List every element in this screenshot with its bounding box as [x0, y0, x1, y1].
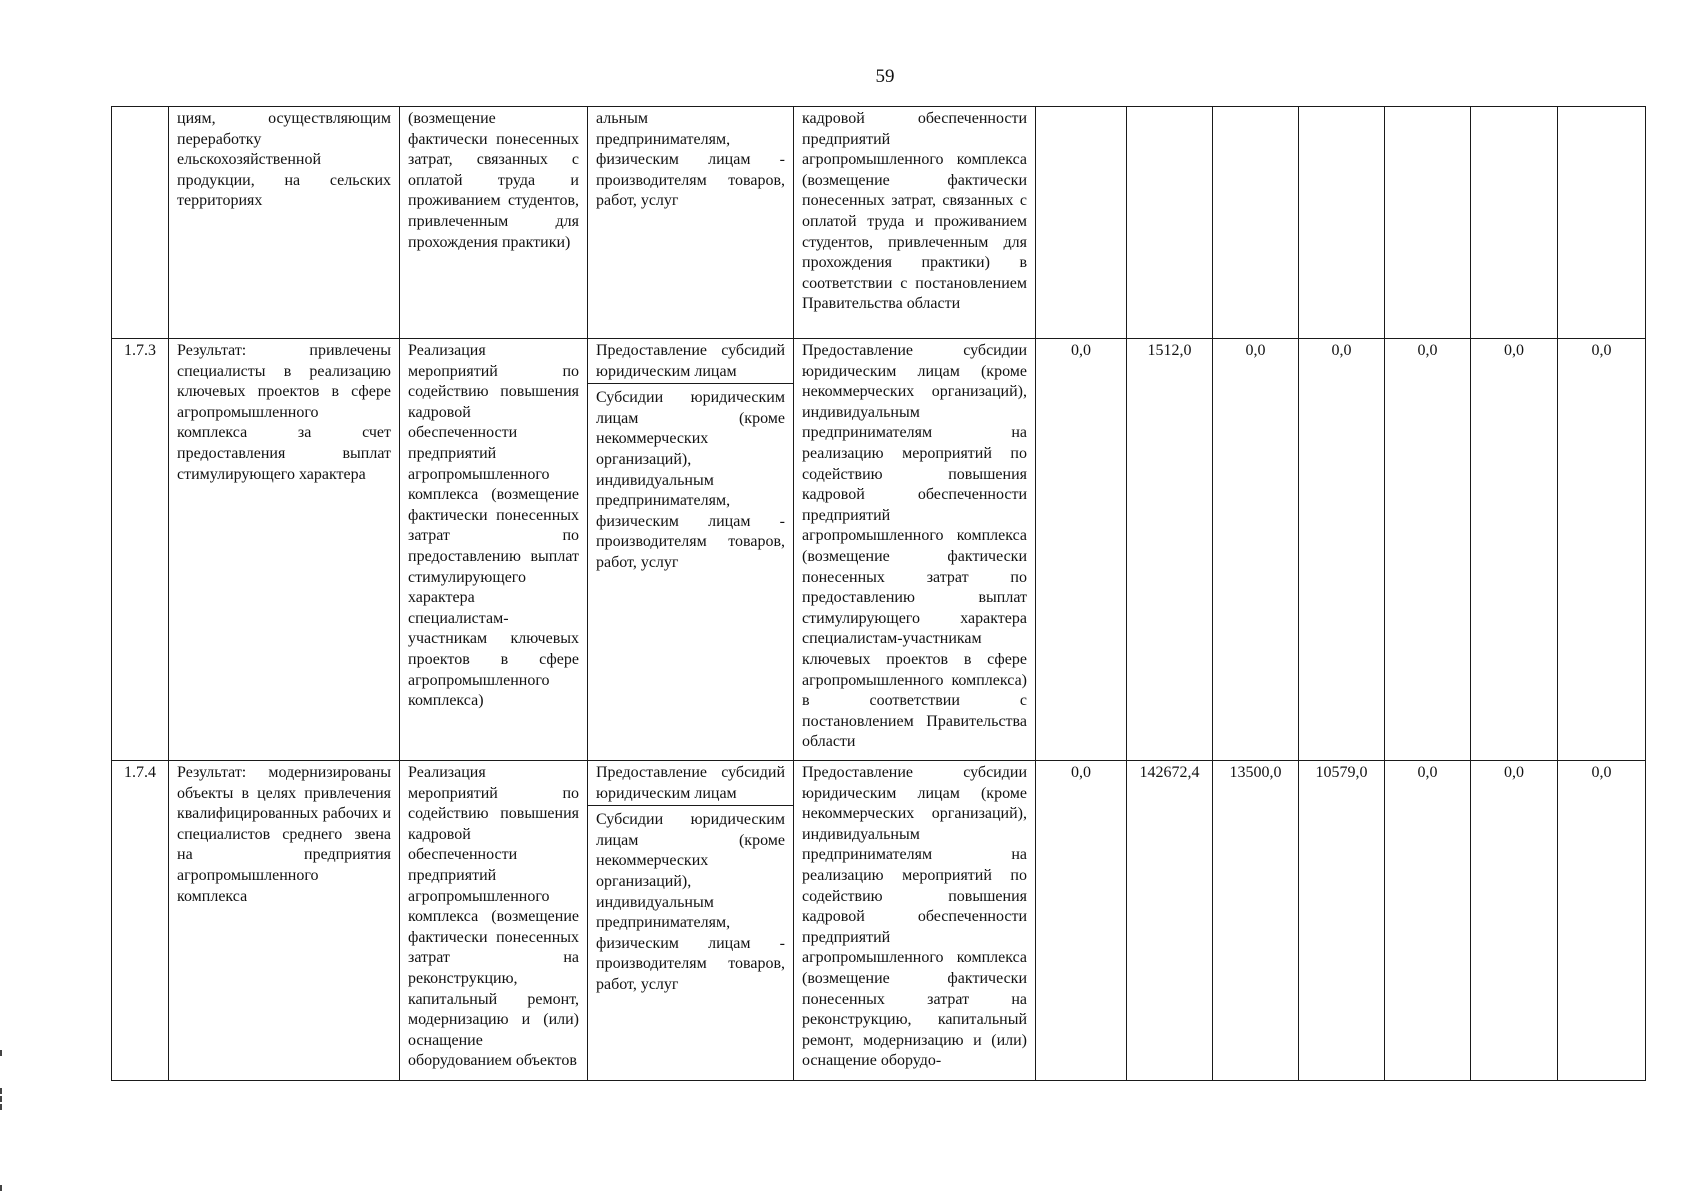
measure-cell: Реализация мероприятий по содействию повышения кадровой обеспеченности предприятий агропромышленного комплекса (возмещение фактически понесенных затрат на реконструкцию, капитальный ремонт, модернизацию и (или) оснащение оборудованием объектов: [400, 761, 588, 1081]
support-cell: [588, 761, 794, 1081]
value-cell: [1127, 107, 1213, 339]
page-number: 59: [875, 66, 895, 87]
value-cell: [1471, 107, 1558, 339]
scan-mark: [0, 1050, 2, 1056]
scan-mark: [0, 1088, 2, 1094]
value-cell: [1213, 107, 1299, 339]
scan-mark: [0, 1185, 2, 1191]
value-cell: [1299, 107, 1385, 339]
value-cell: 0,0: [1299, 339, 1385, 761]
recipients-text: Субсидии юридическим лицам (кроме некоммерческих организаций), индивидуальным предпринимателям, физическим лицам - производителям товаров, работ, услуг: [596, 811, 785, 993]
table-row: [112, 339, 1646, 761]
budget-table: [111, 106, 1646, 1081]
support-cell: [588, 339, 794, 761]
table-row: [112, 107, 1646, 339]
value-cell: 10579,0: [1299, 761, 1385, 1081]
row-code: 1.7.4: [112, 761, 169, 1081]
value-cell: 1512,0: [1127, 339, 1213, 761]
value-cell: 0,0: [1036, 761, 1127, 1081]
value-cell: [1558, 107, 1646, 339]
value-cell: 0,0: [1213, 339, 1299, 761]
purpose-cell: Предоставление субсидии юридическим лицам (кроме некоммерческих организаций), индивидуальным предпринимателям на реализацию мероприятий по содействию повышения кадровой обеспеченности предприятий агропромышленного комплекса (возмещение фактически понесенных затрат на реконструкцию, капитальный ремонт, модернизацию и (или) оснащение оборудо-: [794, 761, 1036, 1081]
value-cell: 13500,0: [1213, 761, 1299, 1081]
row-code: 1.7.3: [112, 339, 169, 761]
support-split: [588, 341, 793, 574]
value-cell: [1036, 107, 1127, 339]
value-cell: 0,0: [1471, 761, 1558, 1081]
result-cell: циям, осуществляющим переработку ельскохозяйственной продукции, на сельских территориях: [169, 107, 400, 339]
support-type: Предоставление субсидий юридическим лицам: [588, 341, 793, 384]
scan-mark: [0, 1104, 2, 1110]
measure-cell: (возмещение фактически понесенных затрат, связанных с оплатой труда и проживанием студентов, привлеченным для прохождения практики): [400, 107, 588, 339]
value-cell: 0,0: [1558, 761, 1646, 1081]
scan-mark: [0, 1096, 2, 1102]
value-cell: 0,0: [1036, 339, 1127, 761]
recipients-cell: альным предпринимателям, физическим лицам - производителям товаров, работ, услуг: [588, 107, 794, 339]
value-cell: 0,0: [1471, 339, 1558, 761]
result-cell: Результат: модернизированы объекты в целях привлечения квалифицированных рабочих и специалистов среднего звена на предприятия агропромышленного комплекса: [169, 761, 400, 1081]
value-cell: [1385, 107, 1471, 339]
value-cell: 142672,4: [1127, 761, 1213, 1081]
measure-cell: Реализация мероприятий по содействию повышения кадровой обеспеченности предприятий агропромышленного комплекса (возмещение фактически понесенных затрат по предоставлению выплат стимулирующего характера специалистам-участникам ключевых проектов в сфере агропромышленного комплекса): [400, 339, 588, 761]
value-cell: 0,0: [1385, 761, 1471, 1081]
value-cell: 0,0: [1558, 339, 1646, 761]
table-row: [112, 761, 1646, 1081]
result-cell: Результат: привлечены специалисты в реализацию ключевых проектов в сфере агропромышленного комплекса за счет предоставления выплат стимулирующего характера: [169, 339, 400, 761]
support-type: Предоставление субсидий юридическим лицам: [588, 763, 793, 806]
purpose-cell: Предоставление субсидии юридическим лицам (кроме некоммерческих организаций), индивидуальным предпринимателям на реализацию мероприятий по содействию повышения кадровой обеспеченности предприятий агропромышленного комплекса (возмещение фактически понесенных затрат по предоставлению выплат стимулирующего характера специалистам-участникам ключевых проектов в сфере агропромышленного комплекса) в соответствии с постановлением Правительства области: [794, 339, 1036, 761]
purpose-cell: кадровой обеспеченности предприятий агропромышленного комплекса (возмещение фактически понесенных затрат, связанных с оплатой труда и проживанием студентов, привлеченным для прохождения практики) в соответствии с постановлением Правительства области: [794, 107, 1036, 339]
recipients-text: Субсидии юридическим лицам (кроме некоммерческих организаций), индивидуальным предпринимателям, физическим лицам - производителям товаров, работ, услуг: [596, 389, 785, 571]
value-cell: 0,0: [1385, 339, 1471, 761]
support-split: [588, 763, 793, 996]
row-code: [112, 107, 169, 339]
